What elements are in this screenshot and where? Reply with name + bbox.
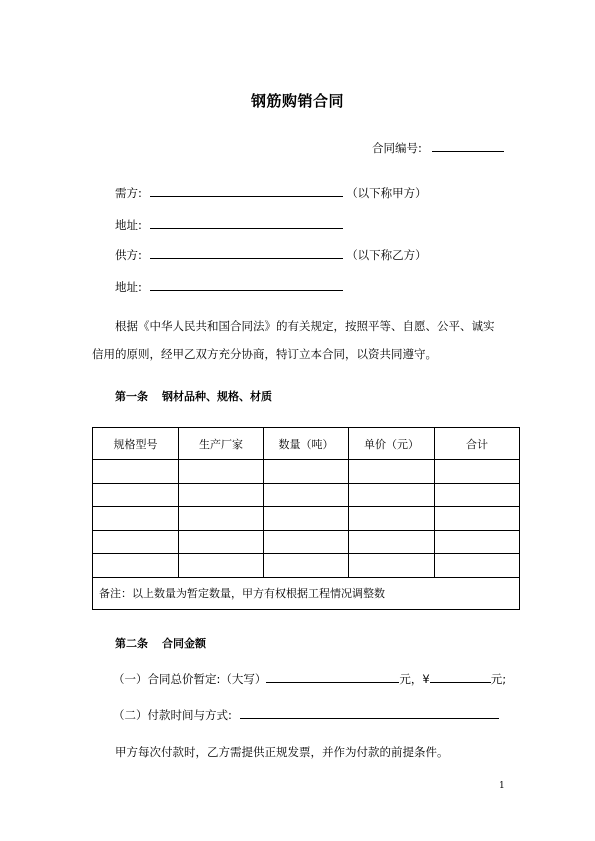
buyer-line bbox=[115, 184, 427, 201]
amount-in-figures-field[interactable] bbox=[430, 670, 491, 683]
seller-suffix: （以下称乙方） bbox=[346, 248, 427, 262]
table-cell[interactable] bbox=[264, 460, 349, 484]
buyer-label: 需方: bbox=[115, 186, 142, 200]
column-header: 单价（元） bbox=[349, 428, 435, 460]
seller-line bbox=[115, 246, 427, 263]
table-cell[interactable] bbox=[93, 530, 179, 554]
table-cell[interactable] bbox=[349, 554, 435, 578]
contract-number-line bbox=[372, 139, 504, 156]
column-header: 数量（吨） bbox=[264, 428, 349, 460]
table-cell[interactable] bbox=[435, 554, 520, 578]
table-header-row bbox=[93, 428, 520, 460]
table-cell[interactable] bbox=[435, 507, 520, 531]
article-1-number: 第一条 bbox=[115, 390, 148, 403]
table-cell[interactable] bbox=[264, 507, 349, 531]
table-cell[interactable] bbox=[264, 530, 349, 554]
seller-address-line bbox=[115, 278, 343, 295]
intro-line-2: 信用的原则，经甲乙双方充分协商，特订立本合同，以资共同遵守。 bbox=[92, 347, 437, 361]
table-cell[interactable] bbox=[93, 483, 179, 507]
seller-address-label: 地址: bbox=[115, 280, 142, 294]
column-header: 生产厂家 bbox=[179, 428, 264, 460]
document-title: 钢筋购销合同 bbox=[250, 92, 344, 110]
table-row bbox=[93, 507, 520, 531]
table-cell[interactable] bbox=[435, 483, 520, 507]
table-cell[interactable] bbox=[179, 460, 264, 484]
table-cell[interactable] bbox=[93, 507, 179, 531]
seller-label: 供方: bbox=[115, 248, 142, 262]
table-cell[interactable] bbox=[179, 530, 264, 554]
table-cell[interactable] bbox=[349, 460, 435, 484]
table-cell[interactable] bbox=[93, 554, 179, 578]
amount-in-words-field[interactable] bbox=[266, 670, 399, 683]
buyer-suffix: （以下称甲方） bbox=[346, 186, 427, 200]
payment-method-label: （二）付款时间与方式: bbox=[113, 708, 232, 722]
table-row bbox=[93, 530, 520, 554]
amount-unit-1: 元，¥ bbox=[399, 672, 430, 686]
article-2-heading bbox=[115, 635, 206, 651]
table-cell[interactable] bbox=[349, 483, 435, 507]
buyer-name-field[interactable] bbox=[150, 184, 343, 197]
table-row bbox=[93, 460, 520, 484]
column-header: 合计 bbox=[435, 428, 520, 460]
table-cell[interactable] bbox=[435, 530, 520, 554]
article-1-title: 钢材品种、规格、材质 bbox=[162, 390, 272, 403]
article-2-title: 合同金额 bbox=[162, 637, 206, 650]
table-cell[interactable] bbox=[179, 483, 264, 507]
table-row bbox=[93, 554, 520, 578]
buyer-address-label: 地址: bbox=[115, 218, 142, 232]
table-cell[interactable] bbox=[179, 507, 264, 531]
table-note-row bbox=[93, 577, 520, 609]
contract-amount-line bbox=[113, 670, 506, 687]
page-number: 1 bbox=[499, 781, 505, 791]
buyer-address-line bbox=[115, 216, 343, 233]
seller-address-field[interactable] bbox=[150, 278, 343, 291]
table-cell[interactable] bbox=[264, 554, 349, 578]
contract-number-field[interactable] bbox=[432, 139, 504, 152]
intro-line-1: 根据《中华人民共和国合同法》的有关规定，按照平等、自愿、公平、诚实 bbox=[115, 319, 495, 333]
article-1-heading bbox=[115, 388, 272, 404]
table-row bbox=[93, 483, 520, 507]
payment-method-field[interactable] bbox=[240, 706, 499, 719]
contract-amount-label: （一）合同总价暂定:（大写） bbox=[113, 672, 267, 686]
spec-table bbox=[92, 427, 520, 610]
table-cell[interactable] bbox=[349, 530, 435, 554]
seller-name-field[interactable] bbox=[150, 246, 343, 259]
payment-method-line bbox=[113, 706, 499, 723]
buyer-address-field[interactable] bbox=[150, 216, 343, 229]
amount-unit-2: 元; bbox=[490, 672, 507, 686]
article-2-number: 第二条 bbox=[115, 637, 148, 650]
contract-number-label: 合同编号: bbox=[372, 141, 422, 155]
column-header: 规格型号 bbox=[93, 428, 179, 460]
table-cell[interactable] bbox=[93, 460, 179, 484]
payment-condition-text: 甲方每次付款时，乙方需提供正规发票，并作为付款的前提条件。 bbox=[115, 745, 449, 759]
table-cell[interactable] bbox=[179, 554, 264, 578]
table-cell[interactable] bbox=[349, 507, 435, 531]
table-note: 备注：以上数量为暂定数量，甲方有权根据工程情况调整数 bbox=[93, 577, 520, 609]
table-cell[interactable] bbox=[264, 483, 349, 507]
table-cell[interactable] bbox=[435, 460, 520, 484]
